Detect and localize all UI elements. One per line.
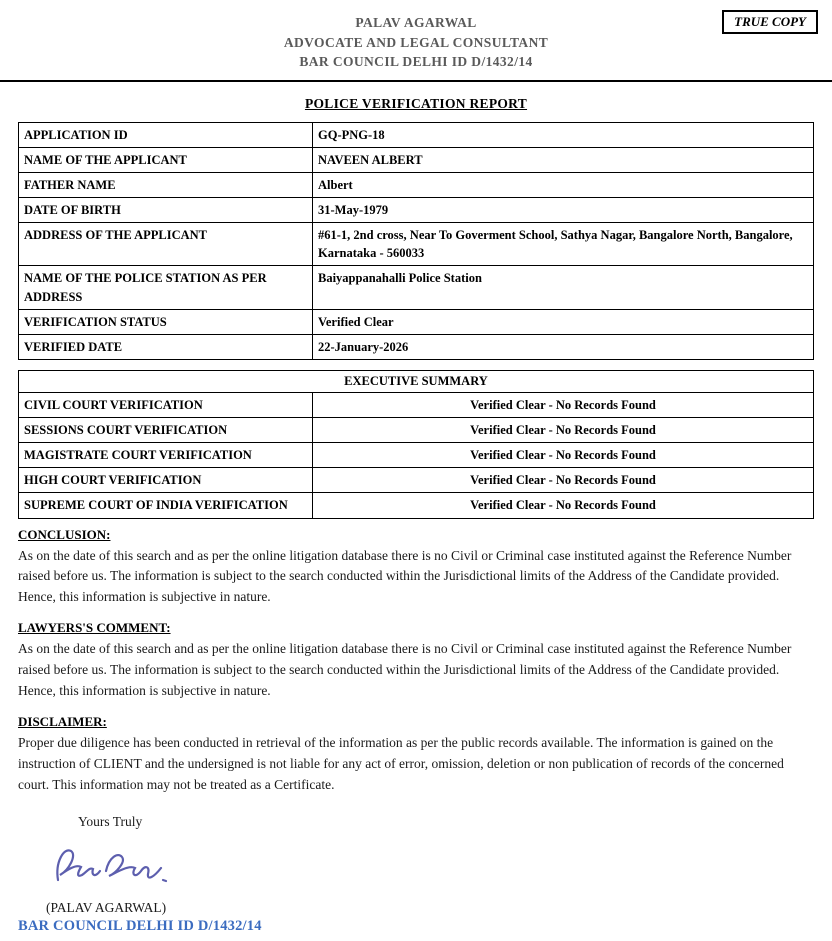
table-row: [19, 122, 814, 147]
row-value: Verified Clear - No Records Found: [313, 493, 814, 518]
signature-block: [18, 814, 814, 935]
table-row: [19, 266, 814, 309]
row-label: VERIFICATION STATUS: [19, 309, 313, 334]
row-label: MAGISTRATE COURT VERIFICATION: [19, 443, 313, 468]
lawyers-comment-text: As on the date of this search and as per the online litigation database there is no Civil or Criminal case instituted against the Reference Number raised before us. The information is subject to the search conducted within the Jurisdictional limits of the Address of the Candidate provided. Hence, this information is subjective in nature.: [18, 641, 792, 699]
lawyers-comment-section: [18, 620, 814, 702]
closing-text: Yours Truly: [78, 813, 143, 829]
applicant-details-table: [18, 122, 814, 360]
row-label: APPLICATION ID: [19, 122, 313, 147]
row-label: SESSIONS COURT VERIFICATION: [19, 418, 313, 443]
advocate-name: PALAV AGARWAL: [355, 15, 477, 30]
row-value: #61-1, 2nd cross, Near To Goverment School, Sathya Nagar, Bangalore North, Bangalore, Karnataka - 560033: [313, 223, 814, 266]
conclusion-heading: CONCLUSION:: [18, 526, 111, 542]
table-row: [19, 493, 814, 518]
conclusion-section: [18, 527, 814, 609]
lawyers-comment-heading: LAWYERS'S COMMENT:: [18, 620, 171, 636]
row-label: NAME OF THE APPLICANT: [19, 147, 313, 172]
row-value: Baiyappanahalli Police Station: [313, 266, 814, 309]
footer-bar-council-id: BAR COUNCIL DELHI ID D/1432/14: [18, 917, 262, 934]
row-value: GQ-PNG-18: [313, 122, 814, 147]
table-row: [19, 468, 814, 493]
table-row: [19, 147, 814, 172]
row-value: Verified Clear - No Records Found: [313, 443, 814, 468]
disclaimer-section: [18, 714, 814, 796]
row-label: HIGH COURT VERIFICATION: [19, 468, 313, 493]
advocate-title: ADVOCATE AND LEGAL CONSULTANT: [283, 34, 549, 50]
page-title: POLICE VERIFICATION REPORT: [304, 95, 528, 111]
table-row: [19, 443, 814, 468]
row-label: CIVIL COURT VERIFICATION: [19, 392, 313, 417]
table-row: [19, 334, 814, 359]
row-value: NAVEEN ALBERT: [313, 147, 814, 172]
true-copy-stamp: TRUE COPY: [722, 10, 818, 34]
signatory-name: (PALAV AGARWAL): [46, 899, 167, 915]
conclusion-text: As on the date of this search and as per the online litigation database there is no Civil or Criminal case instituted against the Reference Number raised before us. The information is subject to the search conducted within the Jurisdictional limits of the Address of the Candidate provided. Hence, this information is subjective in nature.: [18, 547, 792, 605]
disclaimer-heading: DISCLAIMER:: [18, 714, 107, 730]
row-label: SUPREME COURT OF INDIA VERIFICATION: [19, 493, 313, 518]
executive-summary-table: [18, 370, 814, 519]
executive-summary-title: EXECUTIVE SUMMARY: [19, 370, 814, 392]
report-sections: [18, 527, 814, 796]
row-value: 31-May-1979: [313, 198, 814, 223]
letterhead: [0, 0, 832, 82]
table-header-row: [19, 370, 814, 392]
row-value: Verified Clear: [313, 309, 814, 334]
table-row: [19, 418, 814, 443]
bar-council-id: BAR COUNCIL DELHI ID D/1432/14: [299, 54, 533, 70]
table-row: [19, 198, 814, 223]
row-label: FATHER NAME: [19, 172, 313, 197]
disclaimer-text: Proper due diligence has been conducted in retrieval of the information as per the public records available. The information is gained on the instruction of CLIENT and the undersigned is not liable for any act of error, omission, deletion or non publication of records of the concerned court. This information may not be treated as a Certificate.: [18, 735, 784, 792]
row-value: 22-January-2026: [313, 334, 814, 359]
row-label: DATE OF BIRTH: [19, 198, 313, 223]
signature-image: [48, 840, 814, 898]
row-value: Albert: [313, 172, 814, 197]
table-row: [19, 309, 814, 334]
row-value: Verified Clear - No Records Found: [313, 392, 814, 417]
row-value: Verified Clear - No Records Found: [313, 418, 814, 443]
table-row: [19, 172, 814, 197]
table-row: [19, 223, 814, 266]
table-row: [19, 392, 814, 417]
row-label: ADDRESS OF THE APPLICANT: [19, 223, 313, 266]
row-value: Verified Clear - No Records Found: [313, 468, 814, 493]
row-label: NAME OF THE POLICE STATION AS PER ADDRESS: [19, 266, 313, 309]
row-label: VERIFIED DATE: [19, 334, 313, 359]
